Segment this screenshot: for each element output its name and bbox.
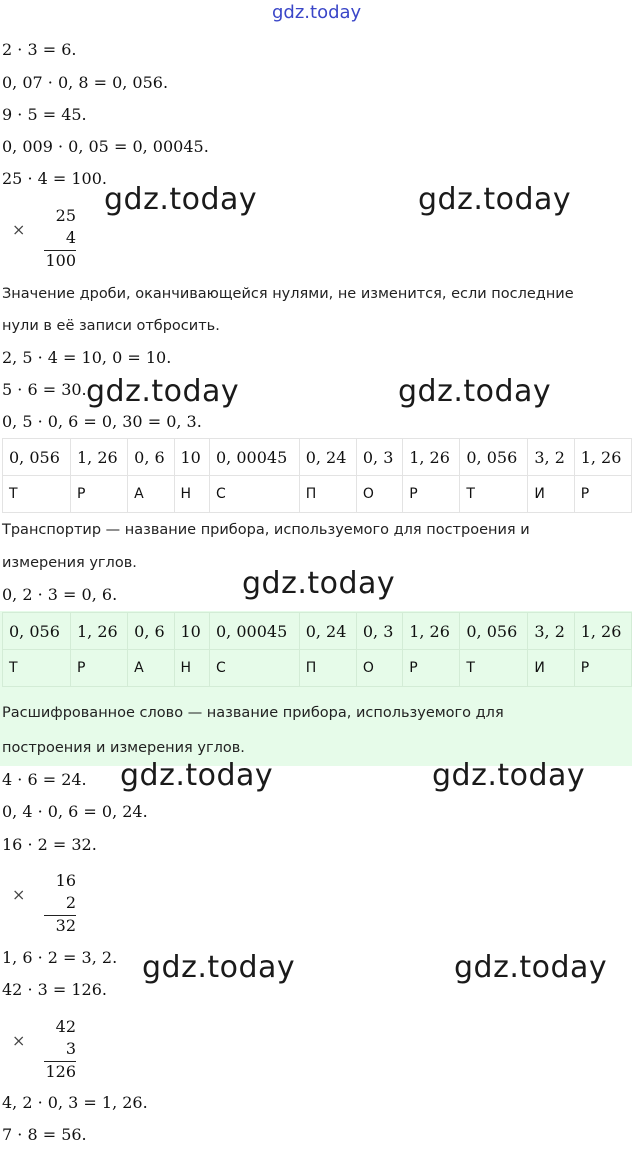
explanation-text: Значение дроби, оканчивающейся нулями, не изменится, если последние [2, 286, 574, 302]
table-cell: С [210, 476, 300, 513]
table-cell: Т [460, 650, 528, 687]
equation-line: 9 · 5 = 45. [2, 105, 87, 124]
table-cell: 3, 2 [528, 613, 574, 650]
table-row-letters [3, 476, 632, 513]
equation-line: 0, 5 · 0, 6 = 0, 30 = 0, 3. [2, 412, 202, 431]
table-cell: 0, 056 [460, 613, 528, 650]
table-cell: 0, 24 [299, 439, 356, 476]
table-cell: Т [460, 476, 528, 513]
equation-line: 0, 4 · 0, 6 = 0, 24. [2, 802, 148, 821]
equation-line: 4, 2 · 0, 3 = 1, 26. [2, 1093, 148, 1112]
table-cell: 1, 26 [574, 439, 631, 476]
product: 32 [55, 916, 76, 935]
table-cell: Р [574, 650, 631, 687]
watermark: gdz.today [454, 950, 608, 985]
table-cell: Н [174, 476, 210, 513]
times-sign: × [12, 885, 26, 904]
table-cell: С [210, 650, 300, 687]
equation-line: 16 · 2 = 32. [2, 835, 97, 854]
table-cell: Р [71, 476, 128, 513]
column-multiplication [0, 871, 90, 941]
table-cell: 1, 26 [403, 613, 460, 650]
column-multiplication [0, 1017, 90, 1087]
equation-line: 7 · 8 = 56. [2, 1125, 87, 1144]
table-cell: 10 [174, 613, 210, 650]
times-sign: × [12, 1031, 26, 1050]
product: 126 [45, 1062, 76, 1081]
equation-line: 0, 07 · 0, 8 = 0, 056. [2, 73, 169, 92]
table-cell: 1, 26 [71, 439, 128, 476]
table-cell: 0, 056 [3, 439, 71, 476]
watermark: gdz.today [142, 950, 296, 985]
table-cell: 0, 056 [460, 439, 528, 476]
equation-line: 1, 6 · 2 = 3, 2. [2, 948, 118, 967]
table-row-numbers [3, 613, 632, 650]
multiplier: 3 [65, 1039, 76, 1058]
table-cell: Р [71, 650, 128, 687]
table-cell: Т [3, 476, 71, 513]
watermark: gdz.today [398, 374, 552, 409]
times-sign: × [12, 220, 26, 239]
multiplicand: 42 [55, 1017, 76, 1036]
product: 100 [45, 251, 76, 270]
explanation-text: Транспортир — название прибора, используемого для построения и [2, 522, 530, 538]
explanation-text: измерения углов. [2, 555, 137, 571]
answer-text: построения и измерения углов. [2, 740, 245, 756]
table-cell: 0, 6 [128, 439, 174, 476]
watermark: gdz.today [120, 758, 274, 793]
table-cell: 3, 2 [528, 439, 574, 476]
watermark: gdz.today [242, 566, 396, 601]
answer-table [2, 612, 632, 687]
multiplicand: 25 [55, 206, 76, 225]
table-row-numbers [3, 439, 632, 476]
table-cell: 10 [174, 439, 210, 476]
table-cell: П [299, 476, 356, 513]
multiplicand: 16 [55, 871, 76, 890]
answer-text: Расшифрованное слово — название прибора, используемого для [2, 705, 504, 721]
equation-line: 2 · 3 = 6. [2, 40, 77, 59]
equation-line: 42 · 3 = 126. [2, 980, 107, 999]
watermark: gdz.today [104, 182, 258, 217]
table-cell: 0, 6 [128, 613, 174, 650]
equation-line: 0, 009 · 0, 05 = 0, 00045. [2, 137, 209, 156]
table-cell: О [356, 476, 402, 513]
table-cell: 0, 3 [356, 439, 402, 476]
explanation-text: нули в её записи отбросить. [2, 318, 220, 334]
equation-line: 5 · 6 = 30. [2, 380, 87, 399]
table-cell: О [356, 650, 402, 687]
table-cell: 0, 3 [356, 613, 402, 650]
equation-line: 25 · 4 = 100. [2, 169, 107, 188]
column-multiplication [0, 206, 90, 276]
cipher-table [2, 438, 632, 513]
table-cell: 0, 00045 [210, 613, 300, 650]
table-cell: И [528, 476, 574, 513]
table-cell: А [128, 650, 174, 687]
table-cell: Р [403, 476, 460, 513]
table-cell: И [528, 650, 574, 687]
equation-line: 4 · 6 = 24. [2, 770, 87, 789]
table-cell: 1, 26 [403, 439, 460, 476]
watermark-top: gdz.today [272, 2, 362, 23]
table-cell: 0, 056 [3, 613, 71, 650]
multiplier: 2 [65, 893, 76, 912]
table-cell: Р [403, 650, 460, 687]
table-cell: 1, 26 [71, 613, 128, 650]
table-cell: А [128, 476, 174, 513]
table-cell: 1, 26 [574, 613, 631, 650]
watermark: gdz.today [418, 182, 572, 217]
table-cell: Н [174, 650, 210, 687]
table-cell: П [299, 650, 356, 687]
table-cell: Р [574, 476, 631, 513]
watermark: gdz.today [86, 374, 240, 409]
table-cell: 0, 24 [299, 613, 356, 650]
multiplier: 4 [65, 228, 76, 247]
equation-line: 0, 2 · 3 = 0, 6. [2, 585, 118, 604]
watermark: gdz.today [432, 758, 586, 793]
table-row-letters [3, 650, 632, 687]
table-cell: Т [3, 650, 71, 687]
table-cell: 0, 00045 [210, 439, 300, 476]
equation-line: 2, 5 · 4 = 10, 0 = 10. [2, 348, 172, 367]
